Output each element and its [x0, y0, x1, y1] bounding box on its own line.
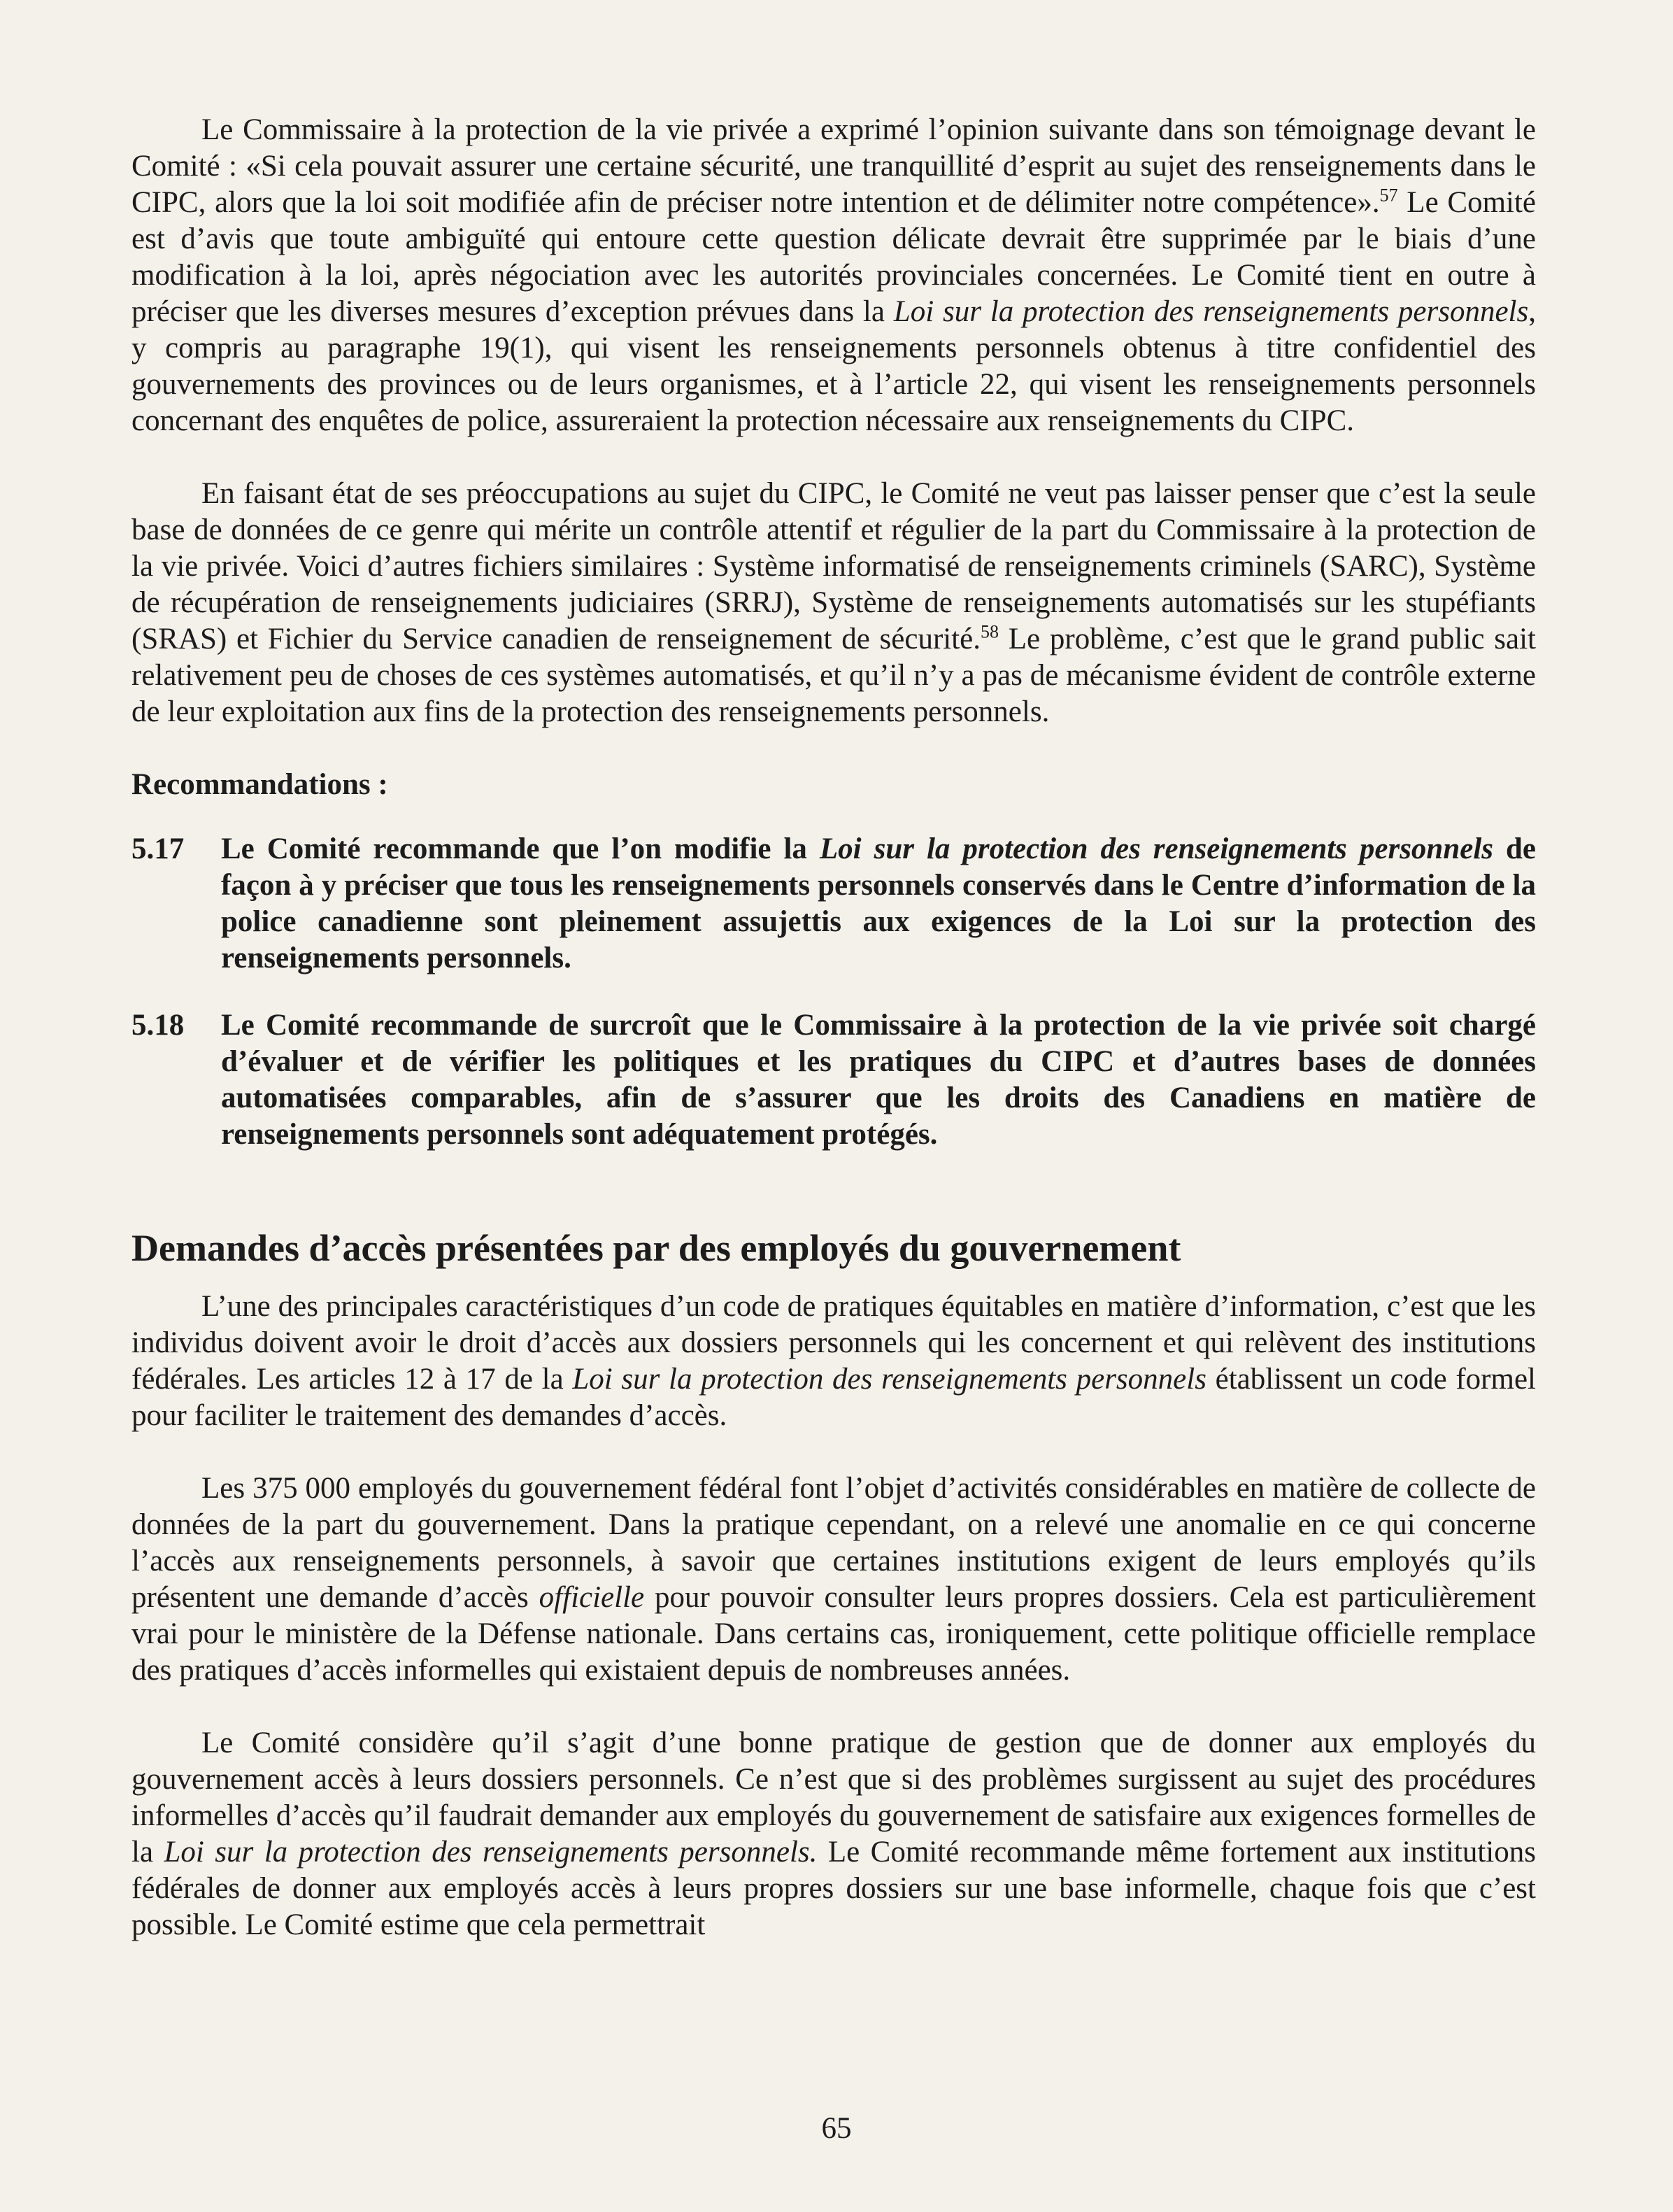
recommendation-5-18 [131, 1007, 1536, 1153]
paragraph-good-practice: Le Comité considère qu’il s’agit d’une bonne pratique de gestion que de donner aux employés du gouvernement accès à leurs dossiers personnels. Ce n’est que si des problèmes surgissent au sujet des procédures informelles d’accès qu’il faudrait demander aux employés du gouvernement de satisfaire aux exigences formelles de la Loi sur la protection des renseignements personnels. Le Comité recommande même fortement aux institutions fédérales de donner aux employés accès à leurs propres dossiers sur une base informelle, chaque fois que c’est possible. Le Comité estime que cela permettrait [131, 1727, 1536, 1941]
page-number: 65 [821, 2112, 852, 2145]
recommendation-5-17 [131, 831, 1536, 977]
recommendation-text: Le Comité recommande de surcroît que le Commissaire à la protection de la vie privée soit chargé d’évaluer et de vérifier les politiques et les pratiques du CIPC et d’autres bases de données automatisées comparables, afin de s’assurer que les droits des Canadiens en matière de renseignements personnels sont adéquatement protégés. [221, 1009, 1536, 1151]
paragraph-access-code: L’une des principales caractéristiques d’un code de pratiques équitables en matière d’information, c’est que les individus doivent avoir le droit d’accès aux dossiers personnels qui les concernent et qui relèvent des institutions fédérales. Les articles 12 à 17 de la Loi sur la protection des renseignements personnels établissent un code formel pour faciliter le traitement des demandes d’accès. [131, 1290, 1536, 1432]
paragraph-federal-employees: Les 375 000 employés du gouvernement fédéral font l’objet d’activités considérables en matière de collecte de données de la part du gouvernement. Dans la pratique cependant, on a relevé une anomalie en ce qui concerne l’accès aux renseignements personnels, à savoir que certaines institutions exigent de leurs employés qu’ils présentent une demande d’accès officielle pour pouvoir consulter leurs propres dossiers. Cela est particulièrement vrai pour le ministère de la Défense nationale. Dans certains cas, ironiquement, cette politique officielle remplace des pratiques d’accès informelles qui existaient depuis de nombreuses années. [131, 1472, 1536, 1687]
footnote-ref-57: 57 [1379, 185, 1398, 206]
recommendation-number: 5.18 [131, 1009, 185, 1042]
paragraph-commissioner-opinion: Le Commissaire à la protection de la vie privée a exprimé l’opinion suivante dans son témoignage devant le Comité : «Si cela pouvait assurer une certaine sécurité, une tranquillité d’esprit au sujet des renseignements dans le CIPC, alors que la loi soit modifiée afin de préciser notre intention et de délimiter notre compétence».$^{57}$ Le Comité est d’avis que toute ambiguïté qui entoure cette question délicate devrait être supprimée par le biais d’une modification à la loi, après négociation avec les autorités provinciales concernées. Le Comité tient en outre à préciser que les diverses mesures d’exception prévues dans la Loi sur la protection des renseignements personnels, y compris au paragraphe 19(1), qui visent les renseignements personnels obtenus à titre confidentiel des gouvernements des provinces ou de leurs organismes, et à l’article 22, qui visent les renseignements personnels concernant des enquêtes de police, assureraient la protection nécessaire aux renseignements du CIPC. [131, 113, 1536, 437]
recommendations-heading: Recommandations : [131, 768, 388, 801]
paragraph-other-databases: En faisant état de ses préoccupations au sujet du CIPC, le Comité ne veut pas laisser penser que c’est la seule base de données de ce genre qui mérite un contrôle attentif et régulier de la part du Commissaire à la protection de la vie privée. Voici d’autres fichiers similaires : Système informatisé de renseignements criminels (SARC), Système de récupération de renseignements judiciaires (SRRJ), Système de renseignements automatisés sur les stupéfiants (SRAS) et Fichier du Service canadien de renseignement de sécurité.$^{58}$ Le problème, c’est que le grand public sait relativement peu de choses de ces systèmes automatisés, et qu’il n’y a pas de mécanisme évident de contrôle externe de leur exploitation aux fins de la protection des renseignements personnels. [131, 477, 1536, 728]
section-title: Demandes d’accès présentées par des employés du gouvernement [131, 1227, 1181, 1269]
recommendation-text: Le Comité recommande que l’on modifie la Loi sur la protection des renseignements personnels de façon à y préciser que tous les renseignements personnels conservés dans le Centre d’information de la police canadienne sont pleinement assujettis aux exigences de la Loi sur la protection des renseignements personnels. [221, 832, 1537, 974]
recommendation-number: 5.17 [131, 832, 185, 865]
footnote-ref-58: 58 [981, 621, 999, 642]
